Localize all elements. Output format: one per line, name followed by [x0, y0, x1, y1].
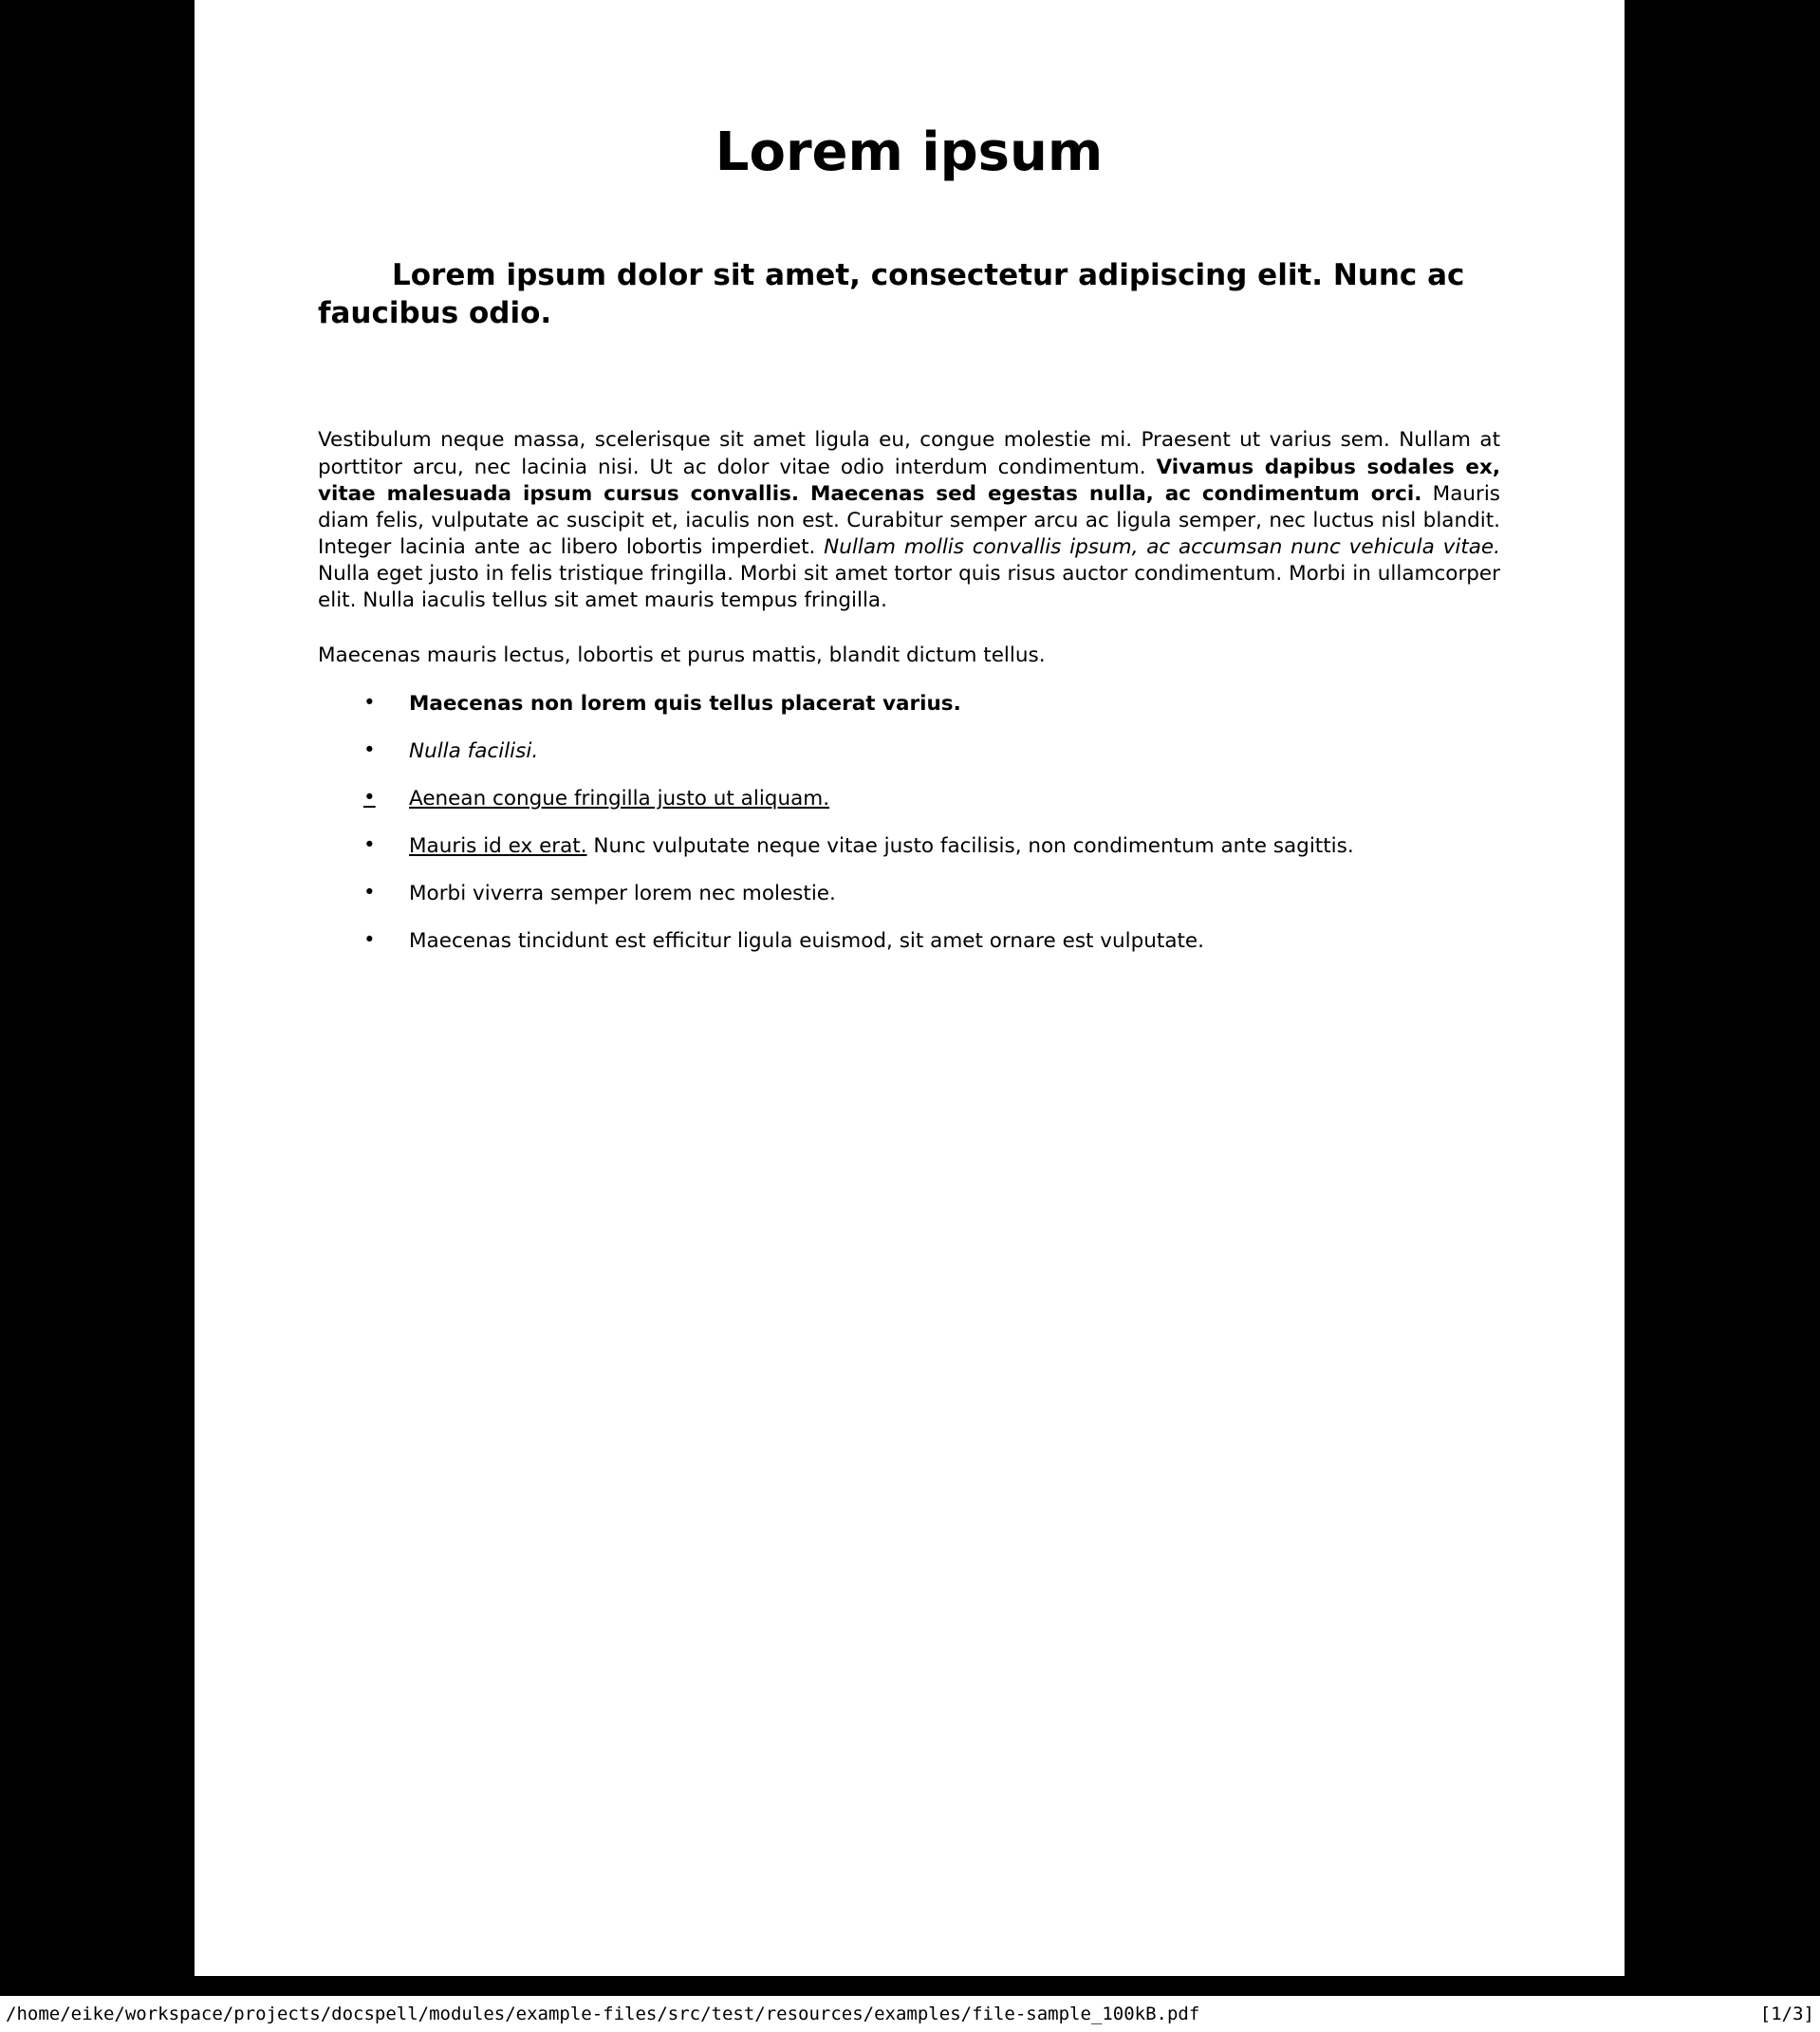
paragraph-1-part-5: Nulla eget justo in felis tristique fringilla. Morbi sit amet tortor quis risus auctor condimentum. Morbi in ullamcorper elit. Nulla iaculis tellus sit amet mauris tempus fringilla.	[318, 562, 1500, 613]
bullet-list	[318, 670, 1500, 956]
body-paragraph-2: Maecenas mauris lectus, lobortis et purus mattis, blandit dictum tellus.	[318, 643, 1046, 668]
list-item-label: Nulla facilisi.	[409, 738, 539, 763]
file-path-label: /home/eike/workspace/projects/docspell/modules/example-files/src/test/resources/examples/file-sample_100kB.pdf	[6, 2004, 1200, 2024]
list-item-label: Maecenas tincidunt est efficitur ligula euismod, sit amet ornare est vulputate.	[409, 929, 1204, 954]
status-bar	[0, 1996, 1820, 2032]
list-item	[318, 881, 1500, 907]
list-item-label-underlined: Mauris id ex erat.	[409, 834, 587, 859]
list-item	[318, 738, 1500, 765]
pdf-page	[195, 0, 1625, 1976]
list-item	[318, 786, 1500, 812]
document-subtitle: Lorem ipsum dolor sit amet, consectetur adipiscing elit. Nunc ac faucibus odio.	[318, 258, 1465, 330]
bullet-icon: •	[363, 881, 376, 905]
bullet-icon: •	[363, 690, 376, 715]
body-paragraph-1	[318, 332, 1500, 614]
paragraph-1-part-3: Mauris diam felis, vulputate ac suscipit et, iaculis non est. Curabitur semper arcu ac ligula semper, nec luctus nisl blandit. Integer lacinia ante ac libero lobortis imperdiet.	[318, 481, 1501, 559]
list-item-label: Morbi viverra semper lorem nec molestie.	[409, 882, 836, 906]
bullet-icon: •	[363, 785, 376, 810]
bullet-icon: •	[363, 833, 376, 858]
page-content	[318, 0, 1500, 977]
list-item-label: Maecenas non lorem quis tellus placerat varius.	[409, 691, 961, 716]
list-item	[318, 691, 1500, 718]
list-item-label: Nunc vulputate neque vitae justo facilisis, non condimentum ante sagittis.	[586, 834, 1354, 859]
page-indicator: [1/3]	[1759, 2004, 1814, 2024]
document-title: Lorem ipsum	[715, 121, 1104, 183]
list-item	[318, 928, 1500, 955]
bullet-icon: •	[363, 737, 376, 762]
list-item-label: Aenean congue fringilla justo ut aliquam.	[409, 786, 830, 811]
paragraph-1-italic-run: Nullam mollis convallis ipsum, ac accumsan nunc vehicula vitae.	[824, 534, 1500, 559]
list-item	[318, 833, 1500, 860]
bullet-icon: •	[363, 928, 376, 953]
paragraph-1-bold-run: Vivamus dapibus sodales ex, vitae malesuada ipsum cursus convallis. Maecenas sed egestas nulla, ac condimentum orci.	[318, 455, 1500, 506]
paragraph-1-part-1: Vestibulum neque massa, scelerisque sit amet ligula eu, congue molestie mi. Praesent ut varius sem. Nullam at porttitor arcu, nec lacinia nisi. Ut ac dolor vitae odio interdum condimentum.	[318, 428, 1500, 479]
